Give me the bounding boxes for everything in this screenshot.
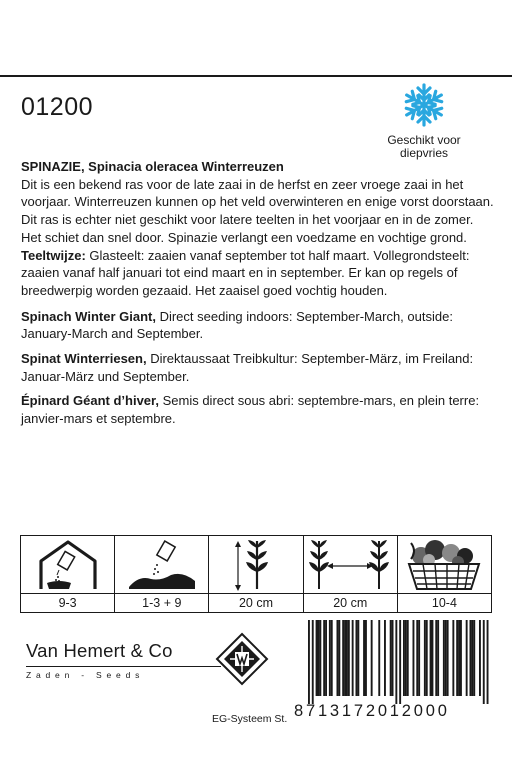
barcode-bar	[329, 620, 331, 696]
freezer-line-1: Geschikt voor	[387, 133, 461, 147]
barcode-bar	[356, 620, 358, 696]
cultivation-text: Glasteelt: zaaien vanaf september tot half maart. Vollegrondsteelt: zaaien vanaf half januari tot eind maart en in september. Er kan op regels of breedwerpig worden gezaaid. Het zaaisel goed vochtig houden.	[21, 247, 470, 298]
barcode-bar	[390, 620, 392, 696]
english-name: Spinach Winter Giant,	[21, 308, 156, 324]
barcode-bar	[432, 620, 434, 696]
footer-text: EG-Systeem St.	[212, 713, 288, 725]
barcode-bar	[316, 620, 318, 696]
barcode-bar	[308, 620, 310, 704]
barcode-bar	[403, 620, 405, 696]
top-rule	[0, 75, 512, 77]
barcode-number: 8713172012000	[294, 702, 450, 720]
barcode-bar	[357, 620, 359, 696]
harvest-basket-icon	[403, 538, 485, 592]
icon-label: 1-3 + 9	[142, 596, 182, 610]
barcode-bar	[447, 620, 449, 696]
barcode	[294, 620, 498, 721]
company-block	[26, 640, 221, 680]
barcode-bar	[437, 620, 439, 696]
icon-cell-outdoor	[115, 536, 209, 612]
dutch-description: Dit is een bekend ras voor de late zaai in de herfst en zeer vroege zaai in het voorjaar. Winterreuzen kunnen op het veld overwinteren en enige vorst doorstaan. Dit ras is echter niet geschikt voor latere teelten in het voorjaar en in de zomer. Het schiet dan snel door. Spinazie verlangt een voedzame en vochtige grond.	[21, 176, 494, 245]
cultivation-label: Teeltwijze:	[21, 247, 86, 263]
barcode-bar	[413, 620, 415, 696]
icon-cell-row-distance	[209, 536, 303, 612]
barcode-bar	[312, 620, 314, 704]
company-rule	[26, 666, 221, 667]
barcode-bar	[352, 620, 354, 696]
plant-distance-icon	[307, 538, 393, 592]
barcode-bar	[460, 620, 462, 696]
barcode-bar	[325, 620, 327, 696]
barcode-bar	[418, 620, 420, 696]
barcode-bar	[378, 620, 380, 696]
barcode-bar	[483, 620, 485, 704]
icon-label: 10-4	[431, 596, 457, 610]
barcode-bar	[371, 620, 373, 696]
barcode-bar	[470, 620, 472, 696]
french-name: Épinard Géant d’hiver,	[21, 393, 159, 409]
barcode-bar	[471, 620, 473, 696]
barcode-bar	[456, 620, 458, 696]
barcode-bar	[399, 620, 401, 704]
barcode-bar	[319, 620, 321, 696]
barcode-bar	[323, 620, 325, 696]
company-name: Van Hemert & Co	[26, 640, 173, 661]
barcode-bar	[365, 620, 367, 696]
french-text: Semis direct sous abri: septembre-mars, en plein terre: janvier-mars et septembre.	[21, 393, 480, 427]
barcode-bar	[337, 620, 339, 696]
barcode-bar	[430, 620, 432, 696]
icon-cell-greenhouse	[21, 536, 115, 612]
row-distance-icon	[231, 538, 281, 592]
barcode-bar	[392, 620, 394, 696]
barcode-bar	[348, 620, 350, 696]
barcode-bar	[384, 620, 386, 696]
outdoor-sowing-icon	[127, 539, 197, 591]
barcode-bars	[294, 620, 498, 704]
icon-label: 20 cm	[238, 596, 274, 610]
freezer-line-2: diepvries	[399, 146, 449, 160]
freezer-badge	[368, 82, 480, 160]
dutch-title: SPINAZIE, Spinacia oleracea Winterreuzen	[21, 159, 284, 174]
barcode-bar	[416, 620, 418, 696]
barcode-bar	[395, 620, 397, 704]
barcode-bar	[435, 620, 437, 696]
company-logo	[215, 632, 269, 691]
barcode-bar	[487, 620, 489, 704]
company-tagline: Zaden - Seeds	[26, 670, 145, 680]
barcode-bar	[318, 620, 320, 696]
barcode-bar	[424, 620, 426, 696]
barcode-bar	[344, 620, 346, 696]
barcode-bar	[342, 620, 344, 696]
sowing-icons-table	[20, 535, 492, 613]
icon-cell-harvest	[398, 536, 491, 612]
barcode-bar	[363, 620, 365, 696]
barcode-bar	[466, 620, 468, 696]
description-block	[21, 158, 495, 435]
snowflake-icon	[401, 82, 447, 128]
barcode-bar	[458, 620, 460, 696]
barcode-bar	[331, 620, 333, 696]
barcode-bar	[426, 620, 428, 696]
barcode-bar	[452, 620, 454, 696]
icon-cell-plant-distance	[304, 536, 398, 612]
barcode-bar	[445, 620, 447, 696]
barcode-bar	[479, 620, 481, 696]
barcode-bar	[405, 620, 407, 696]
icon-label: 9-3	[58, 596, 77, 610]
barcode-bar	[407, 620, 409, 696]
barcode-bar	[338, 620, 340, 696]
german-name: Spinat Winterriesen,	[21, 351, 147, 367]
greenhouse-sowing-icon	[35, 539, 101, 591]
english-text: Direct seeding indoors: September-March, outside: January-March and September.	[21, 308, 453, 342]
barcode-bar	[346, 620, 348, 696]
german-text: Direktaussaat Treibkultur: September-März, im Freiland: Januar-März und September.	[21, 351, 474, 384]
barcode-bar	[473, 620, 475, 696]
product-code: 01200	[21, 93, 94, 121]
icon-label: 20 cm	[333, 596, 368, 610]
barcode-bar	[443, 620, 445, 696]
